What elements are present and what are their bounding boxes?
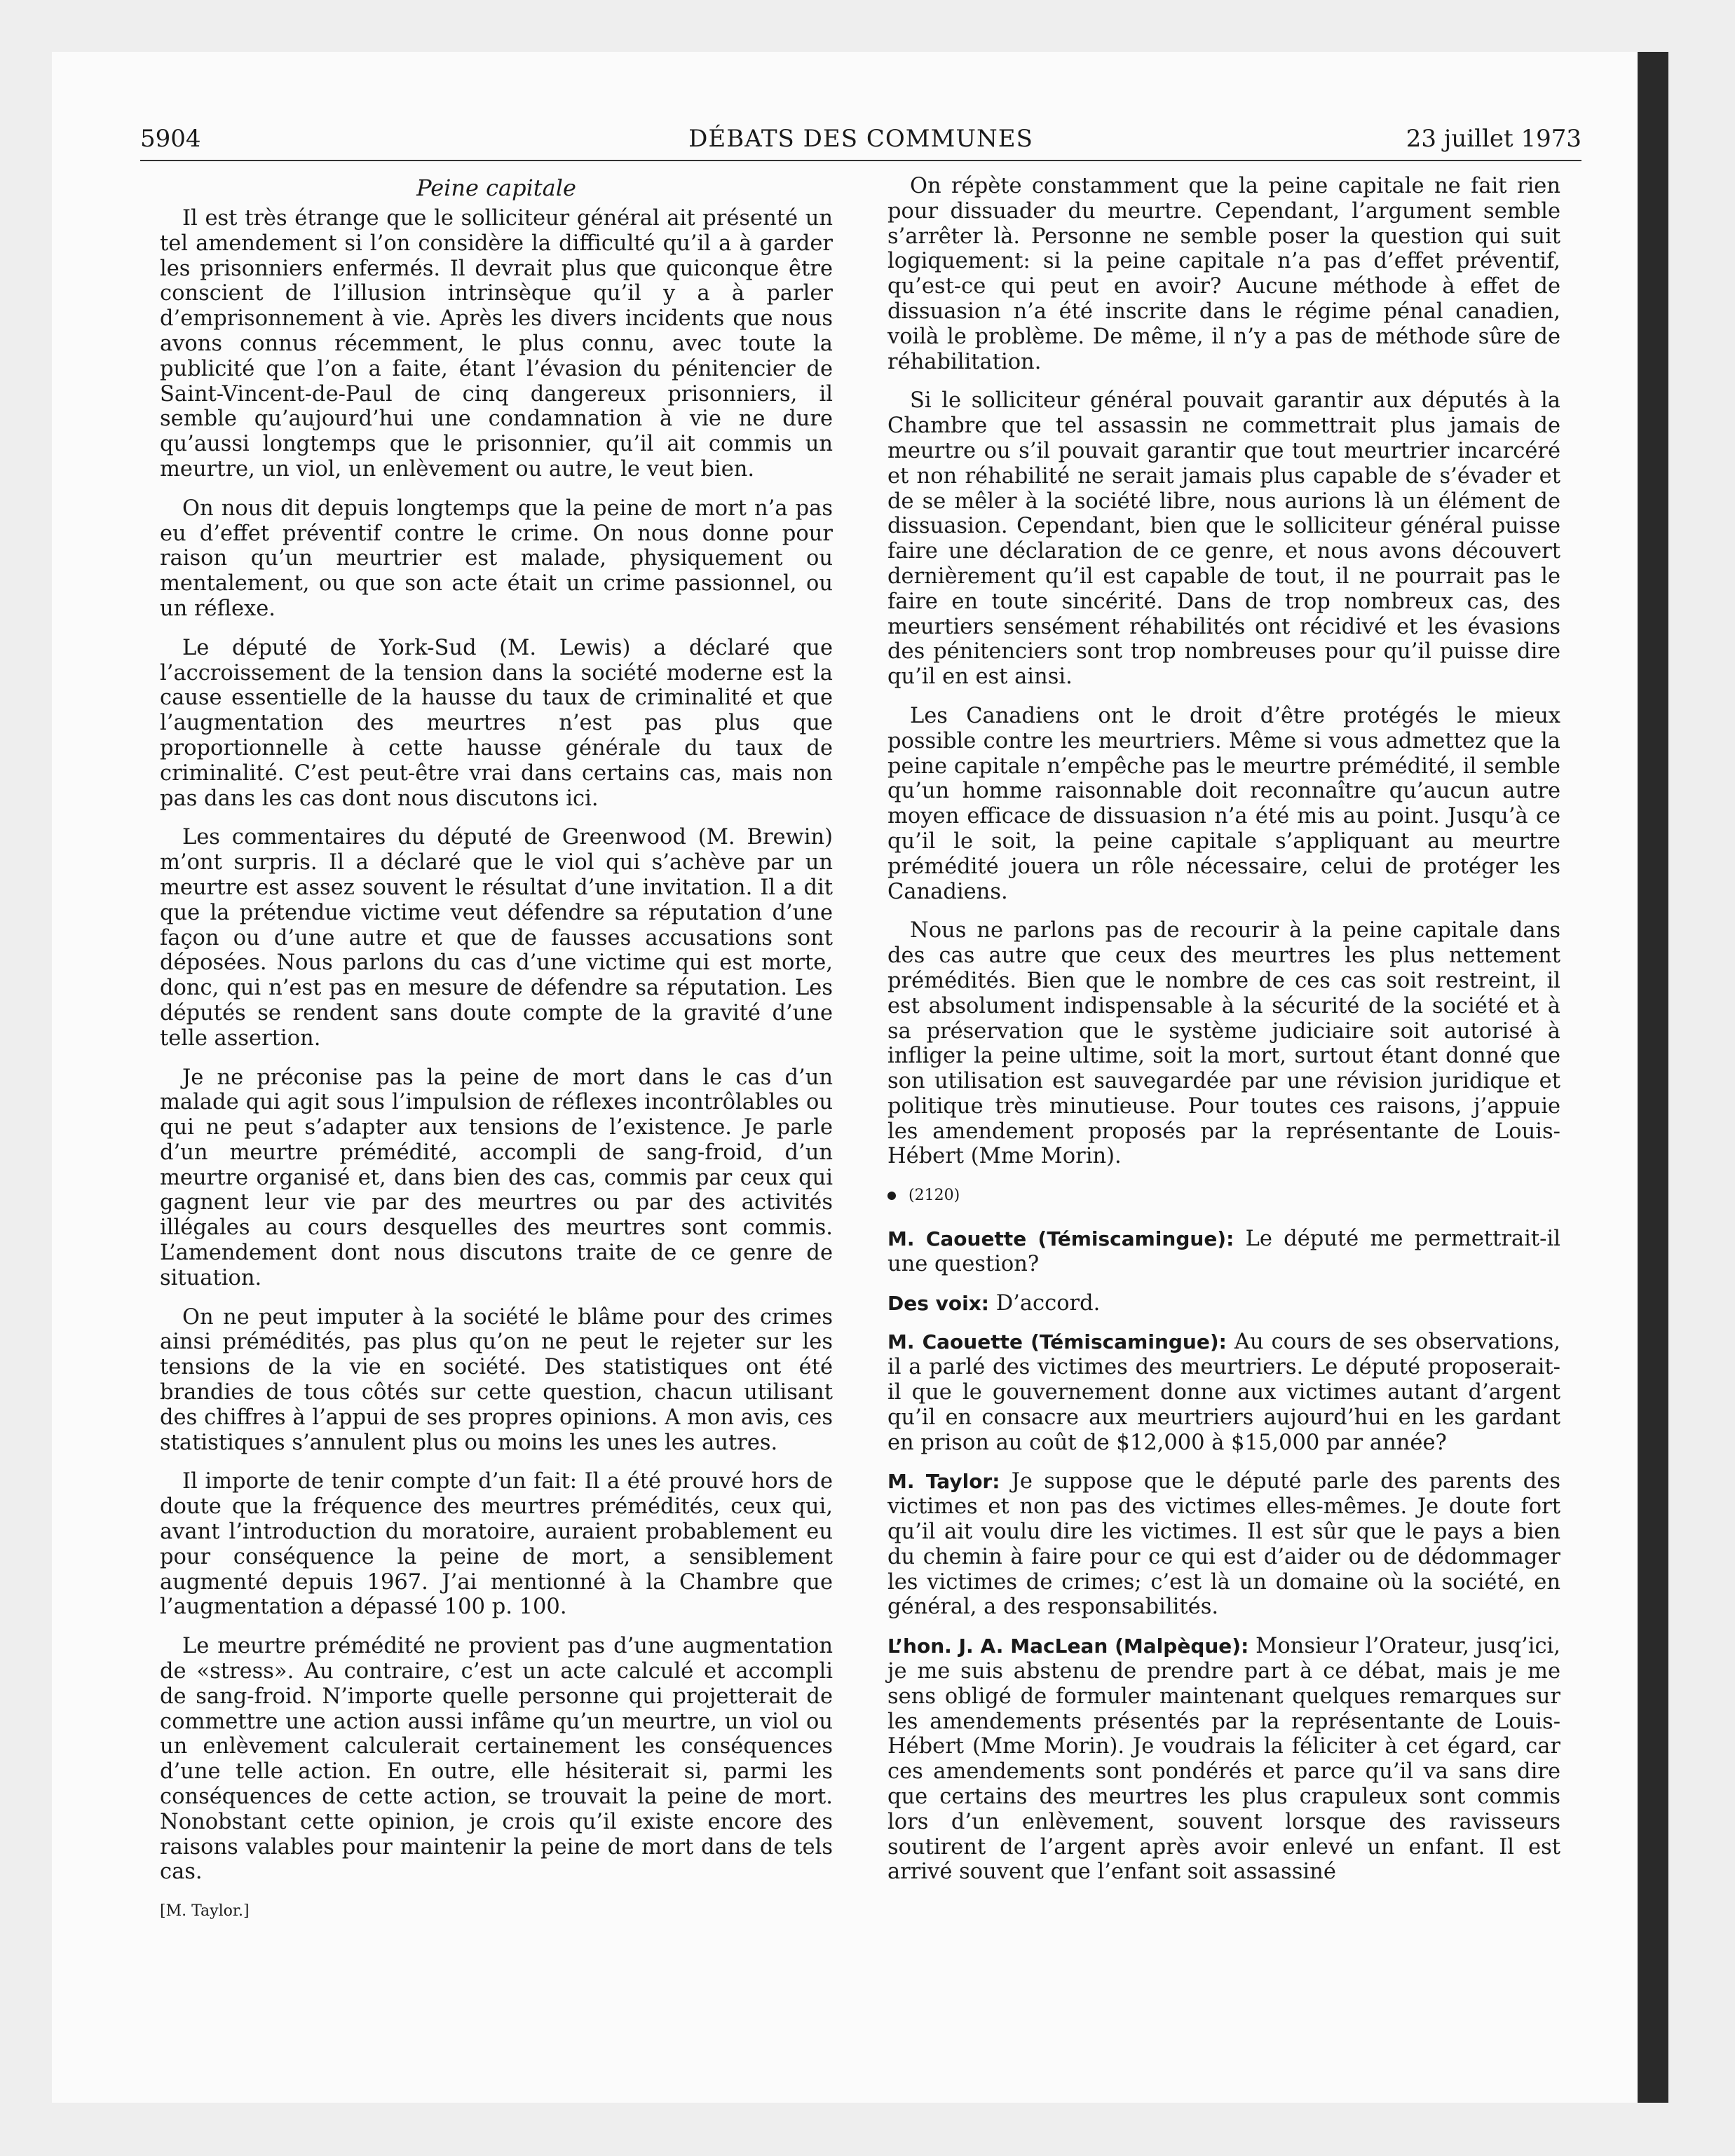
publication-title: DÉBATS DES COMMUNES bbox=[688, 125, 1033, 153]
exchange-paragraph bbox=[887, 1291, 1560, 1316]
speaker-name: Des voix: bbox=[887, 1291, 989, 1315]
speaker-name: L’hon. J. A. MacLean (Malpèque): bbox=[887, 1635, 1249, 1658]
exchange-paragraph bbox=[887, 1227, 1560, 1277]
speech-text: Le député me permettrait-il une question? bbox=[887, 1227, 1560, 1276]
speech-text: Monsieur l’Orateur, jusq’ici, je me suis abstenu de prendre part à ce débat, mais je me sens obligé de formuler maintenant quelques remarques sur les amendements présentés par la représentante de Louis-Hébert (Mme Morin). Je voudrais la féliciter à cet égard, car ces amendements sont pondérés et parce qu’il va sans dire que certains des meurtres les plus crapuleux sont commis lors d’un enlèvement, souvent lorsque des ravisseurs soutirent de l’argent après avoir enlevé un enfant. Il est arrivé souvent que l’enfant soit assassiné bbox=[887, 1634, 1560, 1885]
paragraph: Le député de York-Sud (M. Lewis) a déclaré que l’accroissement de la tension dans la société moderne est la cause essentielle de la hausse du taux de criminalité et que l’augmentation des meurtres n’est pas plus que proportionnelle à cette hausse générale du taux de criminalité. C’est peut-être vrai dans certains cas, mais non pas dans les cas dont nous discutons ici. bbox=[160, 635, 833, 811]
exchange-paragraph bbox=[887, 1469, 1560, 1620]
paragraph: Les commentaires du député de Greenwood (M. Brewin) m’ont surpris. Il a déclaré que le viol qui s’achève par un meurtre est assez souvent le résultat d’une invitation. Il a dit que la prétendue victime veut défendre sa réputation d’une façon ou d’une autre et que de fausses accusations sont déposées. Nous parlons du cas d’une victime qui est morte, donc, qui n’est pas en mesure de défendre sa réputation. Les députés se rendent sans doute compte de la gravité d’une telle assertion. bbox=[160, 825, 833, 1051]
speaker-name: M. Caouette (Témiscamingue): bbox=[887, 1330, 1227, 1354]
scan-edge-shadow bbox=[1638, 52, 1668, 2103]
right-column bbox=[887, 174, 1560, 1899]
speaker-reference: [M. Taylor.] bbox=[160, 1902, 250, 1920]
paragraph: Il est très étrange que le solliciteur général ait présenté un tel amendement si l’on considère la difficulté qu’il a à garder les prisonniers enfermés. Il devrait plus que quiconque être conscient de l’illusion intrinsèque qu’il y a à parler d’emprisonnement à vie. Après les divers incidents que nous avons connus récemment, le plus connu, avec toute la publicité que l’on a faite, étant l’évasion du pénitencier de Saint-Vincent-de-Paul de cinq dangereux prisonniers, il semble qu’aujourd’hui une condamnation à vie ne dure qu’aussi longtemps que le prisonnier, qu’il ait commis un meurtre, un viol, un enlèvement ou autre, le veut bien. bbox=[160, 206, 833, 482]
speaker-name: M. Caouette (Témiscamingue): bbox=[887, 1227, 1234, 1251]
publication-date: 23 juillet 1973 bbox=[1406, 125, 1581, 153]
section-title: Peine capitale bbox=[416, 175, 576, 201]
left-column bbox=[160, 174, 833, 1924]
speech-text: Je suppose que le député parle des parents des victimes et non pas des victimes elles-mêmes. Je doute fort qu’il ait voulu dire les victimes. Il est sûr que le pays a bien du chemin à faire pour ce qui est d’aider ou de dédommager les victimes de crimes; c’est là un domaine où la société, en général, a des responsabilités. bbox=[887, 1469, 1560, 1620]
page-number: 5904 bbox=[140, 125, 201, 153]
paragraph: Je ne préconise pas la peine de mort dans le cas d’un malade qui agit sous l’impulsion de réflexes incontrôlables ou qui ne peut s’adapter aux tensions de l’existence. Je parle d’un meurtre prémédité, accompli de sang-froid, d’un meurtre organisé et, dans bien des cas, commis par ceux qui gagnent leur vie par des meurtres ou par des activités illégales au cours desquelles des meurtres sont commis. L’amendement dont nous discutons traite de ce genre de situation. bbox=[160, 1065, 833, 1290]
bullet-icon bbox=[887, 1192, 896, 1200]
exchange-paragraph bbox=[887, 1330, 1560, 1455]
time-marker bbox=[887, 1183, 1560, 1208]
paragraph: Nous ne parlons pas de recourir à la peine capitale dans des cas autre que ceux des meurtres les plus nettement prémédités. Bien que le nombre de ces cas soit restreint, il est absolument indispensable à la sécurité de la société et à sa préservation que le système judiciaire soit autorisé à infliger la peine ultime, soit la mort, surtout étant donné que son utilisation est sauvegardée par une révision juridique et politique très minutieuse. Pour toutes ces raisons, j’appuie les amendement proposés par la représentante de Louis-Hébert (Mme Morin). bbox=[887, 918, 1560, 1169]
speech-text: Au cours de ses observations, il a parlé des victimes des meurtriers. Le député proposerait-il que le gouvernement donne aux victimes autant d’argent qu’il en consacre aux meurtriers aujourd’hui en les gardant en prison au coût de $12,000 à $15,000 par année? bbox=[887, 1330, 1560, 1455]
speaker-name: M. Taylor: bbox=[887, 1470, 1000, 1494]
running-header bbox=[140, 118, 1581, 161]
speech-text: D’accord. bbox=[989, 1290, 1101, 1316]
paragraph: Les Canadiens ont le droit d’être protégés le mieux possible contre les meurtriers. Même si vous admettez que la peine capitale n’empêche pas le meurtre prémédité, il semble qu’un homme raisonnable doit reconnaître qu’aucun autre moyen efficace de dissuasion n’a été mis au point. Jusqu’à ce qu’il le soit, la peine capitale s’appliquant au meurtre prémédité jouera un rôle nécessaire, celui de protéger les Canadiens. bbox=[887, 703, 1560, 904]
paragraph: Si le solliciteur général pouvait garantir aux députés à la Chambre que tel assassin ne commettrait plus jamais de meurtre ou s’il pouvait garantir que tout meurtrier incarcéré et non réhabilité ne serait jamais plus capable de s’évader et de se mêler à la société libre, nous aurions là un élément de dissuasion. Cependant, bien que le solliciteur général puisse faire une déclaration de ce genre, et nous avons découvert dernièrement qu’il est capable de tout, il ne pourrait pas le faire en toute sincérité. Dans de trop nombreux cas, des meurtiers sensément réhabilités ont récidivé et les évasions des pénitenciers sont trop nombreuses pour qu’il puisse dire qu’il en est ainsi. bbox=[887, 388, 1560, 690]
paragraph: On répète constamment que la peine capitale ne fait rien pour dissuader du meurtre. Cependant, l’argument semble s’arrêter là. Personne ne semble poser la question qui suit logiquement: si la peine capitale n’a pas d’effet préventif, qu’est-ce qui peut en avoir? Aucune méthode à effet de dissuasion n’a été inscrite dans le régime pénal canadien, voilà le problème. De même, il n’y a pas de méthode sûre de réhabilitation. bbox=[887, 174, 1560, 374]
paragraph: Le meurtre prémédité ne provient pas d’une augmentation de «stress». Au contraire, c’est un acte calculé et accompli de sang-froid. N’importe quelle personne qui projetterait de commettre une action aussi infâme qu’un meurtre, un viol ou un enlèvement calculerait certainement les conséquences d’une telle action. En outre, elle hésiterait si, parmi les conséquences de cette action, se trouvait la peine de mort. Nonobstant cette opinion, je crois qu’il existe encore des raisons valables pour maintenir la peine de mort dans de tels cas. bbox=[160, 1634, 833, 1885]
time-marker-text: (2120) bbox=[909, 1187, 960, 1205]
paragraph: On ne peut imputer à la société le blâme pour des crimes ainsi prémédités, pas plus qu’on ne peut le rejeter sur les tensions de la vie en société. Des statistiques ont été brandies de tous côtés sur cette question, chacun utilisant des chiffres à l’appui de ses propres opinions. A mon avis, ces statistiques s’annulent plus ou moins les unes les autres. bbox=[160, 1304, 833, 1455]
exchange-paragraph bbox=[887, 1634, 1560, 1885]
paragraph: Il importe de tenir compte d’un fait: Il a été prouvé hors de doute que la fréquence des meurtres prémédités, ceux qui, avant l’introduction du moratoire, auraient probablement eu pour conséquence la peine de mort, a sensiblement augmenté depuis 1967. J’ai mentionné à la Chambre que l’augmentation a dépassé 100 p. 100. bbox=[160, 1469, 833, 1620]
paragraph: On nous dit depuis longtemps que la peine de mort n’a pas eu d’effet préventif contre le crime. On nous donne pour raison qu’un meurtrier est malade, physiquement ou mentalement, ou que son acte était un crime passionnel, ou un réflexe. bbox=[160, 496, 833, 621]
